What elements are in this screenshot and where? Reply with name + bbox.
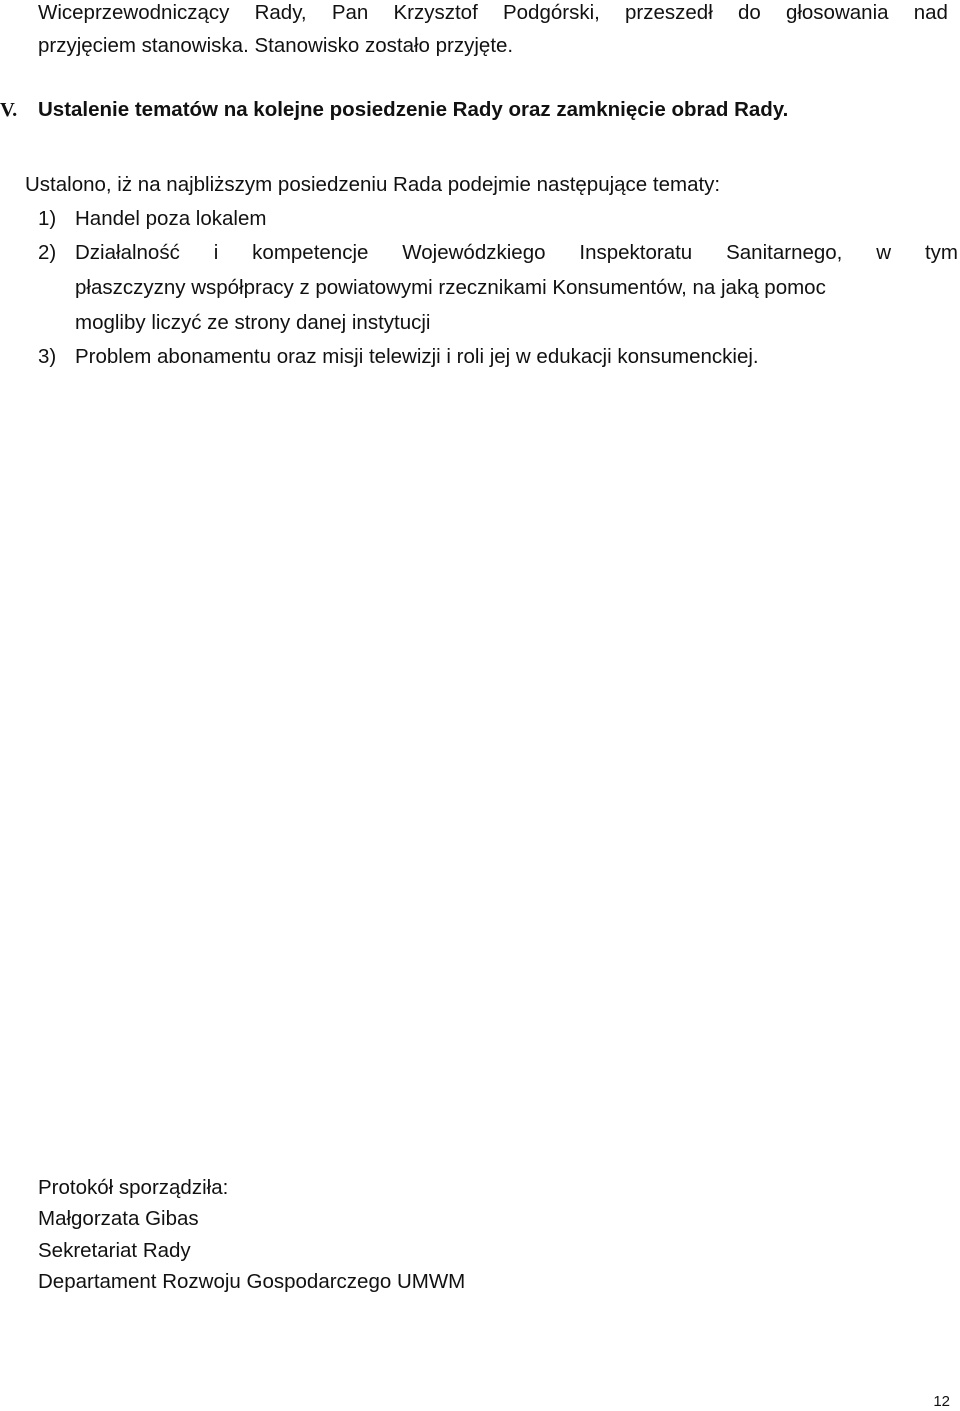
section-title: Ustalenie tematów na kolejne posiedzenie Rady oraz zamknięcie obrad Rady.	[38, 98, 789, 121]
list-item-text-line-1	[75, 243, 958, 264]
list-item-number: 3)	[38, 345, 57, 368]
word: Wiceprzewodniczący	[38, 1, 230, 24]
page-number: 12	[933, 1393, 950, 1410]
word: w	[876, 241, 892, 264]
word: Rady,	[254, 1, 307, 24]
word: Sanitarnego,	[726, 241, 843, 264]
word: Inspektoratu	[579, 241, 693, 264]
word: kompetencje	[252, 241, 369, 264]
word: Działalność	[75, 241, 180, 264]
list-item-text-line-3: mogliby liczyć ze strony danej instytucji	[75, 311, 431, 334]
word: Wojewódzkiego	[402, 241, 546, 264]
signature-name: Małgorzata Gibas	[38, 1207, 199, 1230]
signature-label: Protokół sporządziła:	[38, 1176, 229, 1199]
word: do	[737, 1, 761, 24]
word: Pan	[331, 1, 369, 24]
word: przeszedł	[625, 1, 713, 24]
intro-line-1	[38, 3, 948, 24]
list-item-number: 1)	[38, 207, 57, 230]
word: Krzysztof	[393, 1, 478, 24]
word: tym	[924, 241, 958, 264]
intro-line-2: przyjęciem stanowiska. Stanowisko zostało przyjęte.	[38, 34, 514, 57]
word: nad	[913, 1, 948, 24]
section-numeral: V.	[0, 99, 18, 121]
list-item-text: Handel poza lokalem	[75, 207, 267, 230]
signature-office: Sekretariat Rady	[38, 1239, 191, 1262]
word: i	[213, 241, 219, 264]
list-item-text-line-2: płaszczyzny współpracy z powiatowymi rzecznikami Konsumentów, na jaką pomoc	[75, 276, 826, 299]
word: głosowania	[785, 1, 889, 24]
body-lead: Ustalono, iż na najbliższym posiedzeniu Rada podejmie następujące tematy:	[25, 173, 721, 196]
list-item-text: Problem abonamentu oraz misji telewizji i roli jej w edukacji konsumenckiej.	[75, 345, 759, 368]
list-item-number: 2)	[38, 241, 57, 264]
word: Podgórski,	[502, 1, 600, 24]
signature-department: Departament Rozwoju Gospodarczego UMWM	[38, 1270, 466, 1293]
